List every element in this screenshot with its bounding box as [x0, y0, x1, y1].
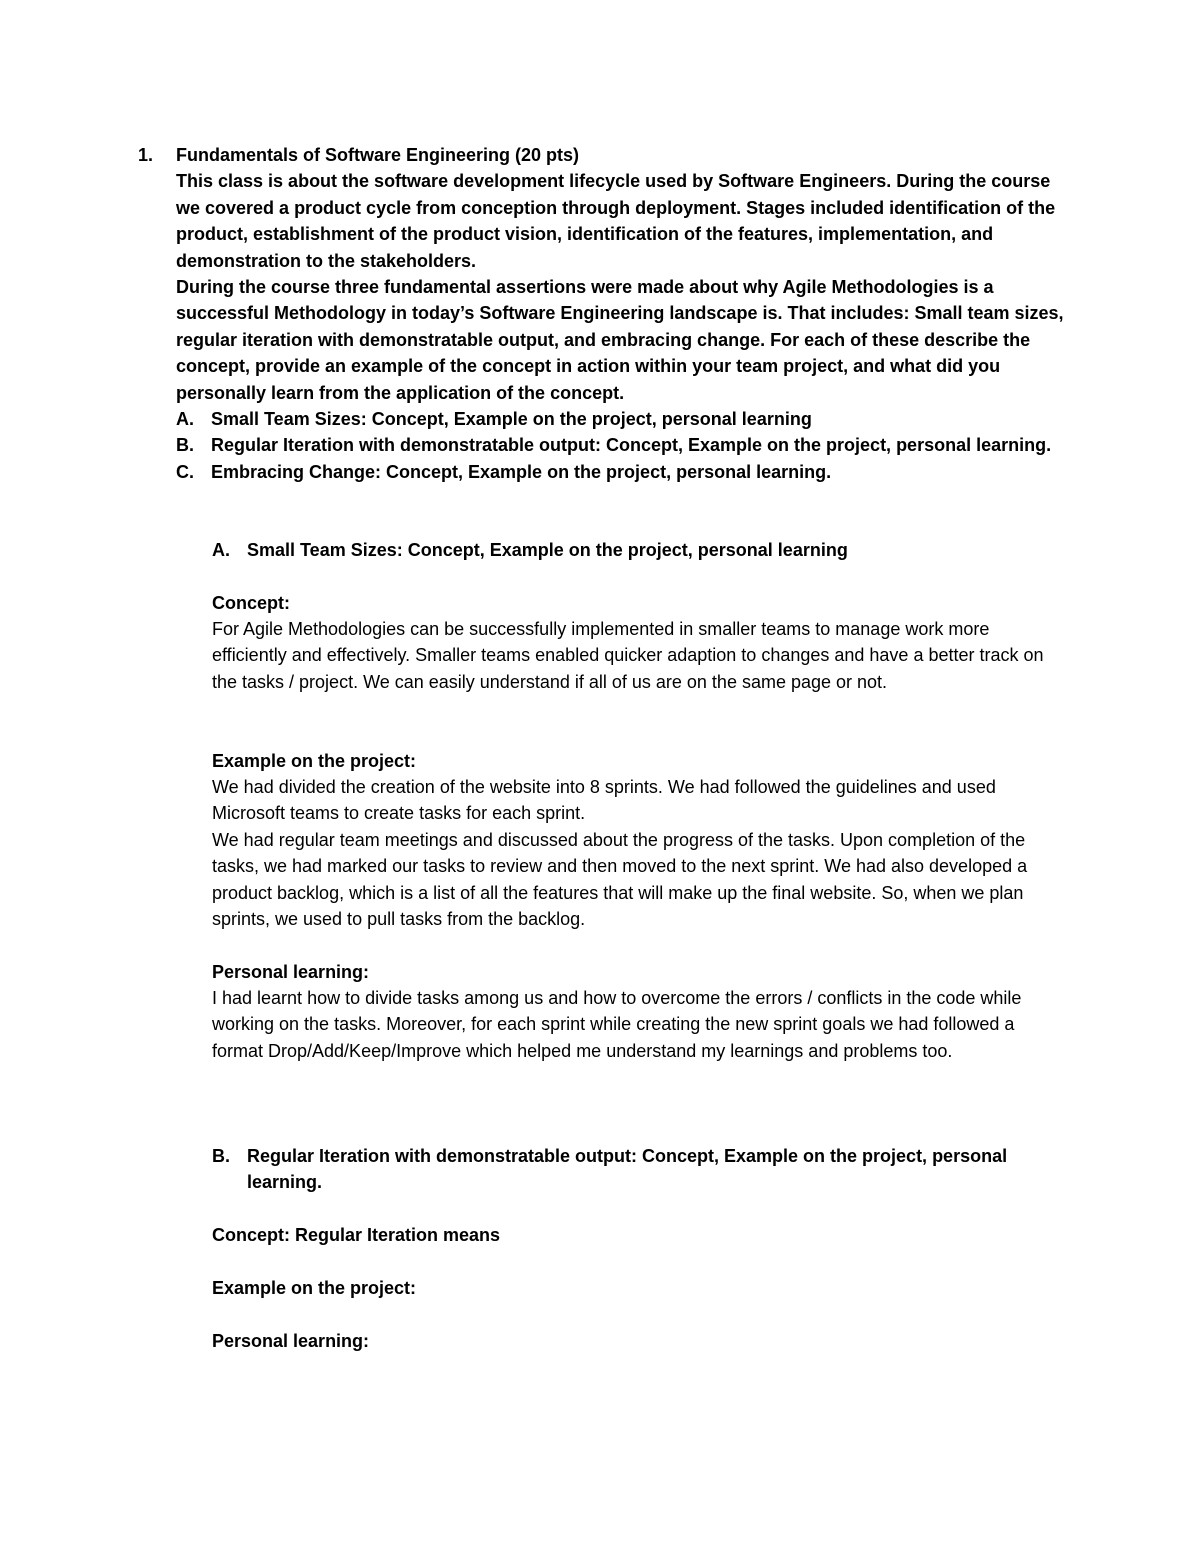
question-item-list [176, 406, 1068, 485]
example-label: Example on the project: [212, 1278, 417, 1298]
personal-learning-label: Personal learning: [212, 962, 370, 982]
example-text: We had divided the creation of the website into 8 sprints. We had followed the guidelines and used Microsoft teams to create tasks for each sprint. [212, 777, 996, 824]
section-heading-text: Small Team Sizes: Concept, Example on the project, personal learning [247, 540, 848, 560]
question-item [176, 406, 1068, 432]
question-number: 1. [138, 145, 154, 165]
personal-learning-label: Personal learning: [212, 1331, 370, 1351]
question-item [176, 432, 1068, 458]
item-text: Regular Iteration with demonstratable output: Concept, Example on the project, personal learning. [211, 435, 1052, 456]
personal-learning-text: I had learnt how to divide tasks among us and how to overcome the errors / conflicts in the code while working on the tasks. Moreover, for each sprint while creating the new sprint goals we had followed a format Drop/Add/Keep/Improve which helped me understand my learnings and problems too. [212, 988, 1022, 1061]
item-text: Small Team Sizes: Concept, Example on the project, personal learning [211, 409, 812, 430]
question-title: Fundamentals of Software Engineering (20 pts) [176, 145, 580, 165]
concept-line: Concept: Regular Iteration means [212, 1225, 501, 1245]
section-heading-text: Regular Iteration with demonstratable output: Concept, Example on the project, personal learning. [247, 1146, 1008, 1193]
question-assertions: During the course three fundamental assertions were made about why Agile Methodologies is a successful Methodology in today’s Software Engineering landscape is. That includes: Small team sizes, regular iteration with demonstratable output, and embracing change. For each of these describe the concept, provide an example of the concept in action within your team project, and what did you personally learn from the application of the concept. [176, 277, 1064, 403]
item-letter: C. [176, 461, 194, 482]
example-label: Example on the project: [212, 751, 417, 771]
question-intro: This class is about the software development lifecycle used by Software Engineers. During the course we covered a product cycle from conception through deployment. Stages included identification of the product, establishment of the product vision, identification of the features, implementation, and demonstration to the stakeholders. [176, 171, 1056, 271]
item-letter: A. [176, 409, 194, 430]
item-text: Embracing Change: Concept, Example on the project, personal learning. [211, 461, 832, 482]
section-a-heading [212, 537, 1067, 563]
section-letter: B. [212, 1146, 230, 1166]
concept-text: For Agile Methodologies can be successfully implemented in smaller teams to manage work more efficiently and effectively. Smaller teams enabled quicker adaption to changes and have a better track on the tasks / project. We can easily understand if all of us are on the same page or not. [212, 619, 1044, 692]
concept-label: Concept: [212, 593, 290, 613]
section-letter: A. [212, 540, 230, 560]
item-letter: B. [176, 435, 194, 456]
section-b-heading [212, 1143, 1067, 1196]
question-item [176, 459, 1068, 485]
question-block [138, 142, 1068, 485]
example-text: We had regular team meetings and discussed about the progress of the tasks. Upon completion of the tasks, we had marked our tasks to review and then moved to the next sprint. We had also developed a product backlog, which is a list of all the features that will make up the final website. So, when we plan sprints, we used to pull tasks from the backlog. [212, 830, 1028, 930]
